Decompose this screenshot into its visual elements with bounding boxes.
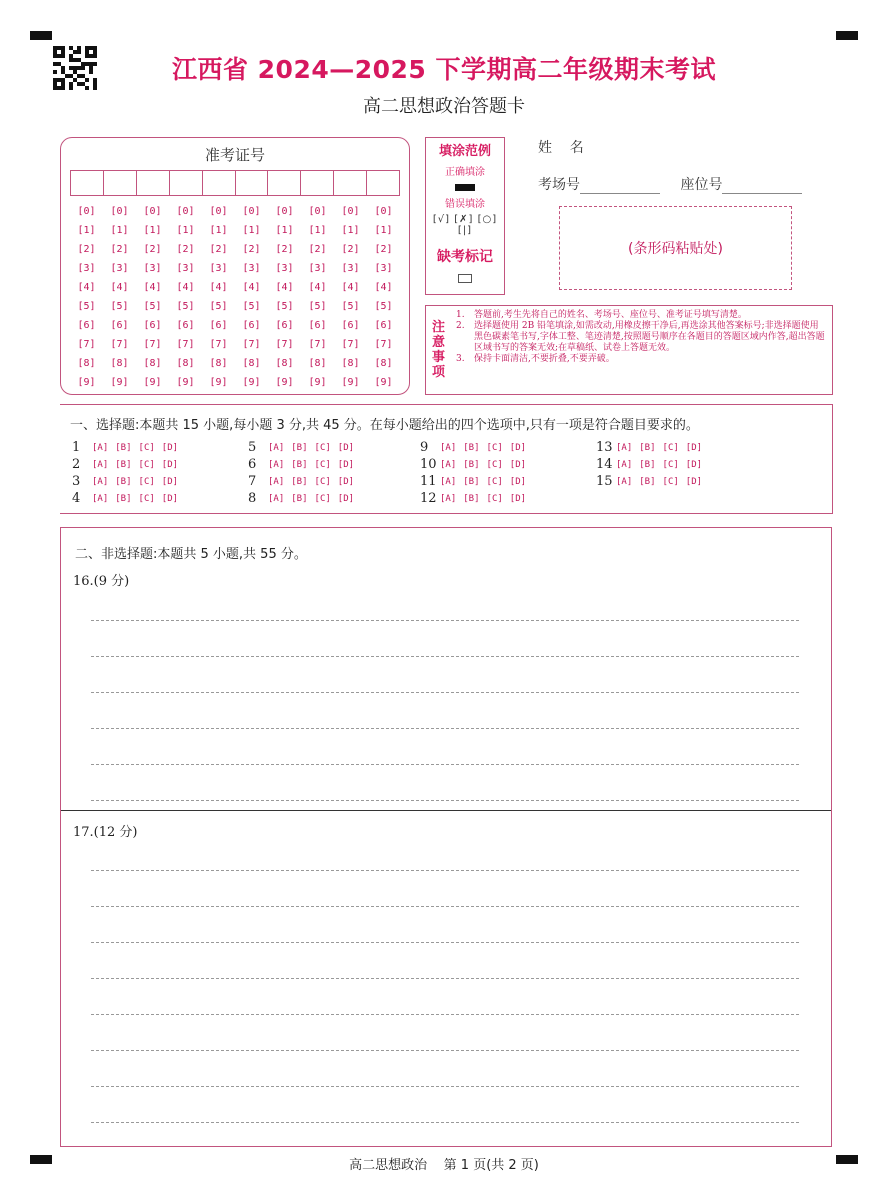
q17-answer-line[interactable] bbox=[91, 1122, 799, 1123]
option-bubble[interactable]: [A] bbox=[92, 459, 109, 470]
digit-bubble[interactable]: [4] bbox=[374, 282, 393, 293]
option-bubble[interactable]: [C] bbox=[138, 459, 155, 470]
digit-bubble[interactable]: [1] bbox=[275, 225, 294, 236]
digit-column bbox=[268, 202, 301, 392]
option-bubble[interactable]: [A] bbox=[616, 442, 633, 453]
option-bubble[interactable]: [C] bbox=[314, 459, 331, 470]
question-row bbox=[72, 439, 185, 456]
option-bubble[interactable]: [A] bbox=[616, 459, 633, 470]
question-number: 11 bbox=[420, 474, 437, 489]
option-bubble[interactable]: [B] bbox=[115, 476, 132, 487]
digit-column bbox=[136, 202, 169, 392]
q17-answer-line[interactable] bbox=[91, 906, 799, 907]
option-bubble[interactable]: [D] bbox=[337, 476, 355, 487]
digit-bubble[interactable]: [4] bbox=[209, 282, 228, 293]
digit-bubble[interactable]: [4] bbox=[275, 282, 294, 293]
digit-bubble[interactable]: [9] bbox=[110, 377, 129, 388]
q16-answer-line[interactable] bbox=[91, 692, 799, 693]
question-row bbox=[596, 473, 709, 490]
option-bubble[interactable]: [B] bbox=[291, 459, 308, 470]
q17-answer-line[interactable] bbox=[91, 1086, 799, 1087]
option-bubble[interactable]: [B] bbox=[115, 459, 132, 470]
option-bubble[interactable]: [C] bbox=[314, 493, 331, 504]
digit-bubble[interactable]: [4] bbox=[143, 282, 162, 293]
page-footer bbox=[0, 1154, 888, 1173]
question-row bbox=[420, 456, 533, 473]
footer-subject: 高二思想政治 bbox=[349, 1158, 428, 1173]
digit-bubble[interactable]: [9] bbox=[341, 377, 360, 388]
digit-bubble[interactable]: [6] bbox=[143, 320, 162, 331]
question-row bbox=[248, 439, 361, 456]
option-bubble[interactable]: [C] bbox=[314, 442, 331, 453]
option-bubble[interactable]: [D] bbox=[337, 442, 355, 453]
multiple-choice-section bbox=[60, 404, 833, 514]
digit-bubble[interactable]: [3] bbox=[242, 263, 261, 274]
digit-bubble[interactable]: [6] bbox=[209, 320, 228, 331]
question-column bbox=[72, 439, 185, 507]
digit-bubble[interactable]: [8] bbox=[242, 358, 261, 369]
barcode-label: (条形码粘贴处) bbox=[628, 241, 723, 257]
digit-bubble[interactable]: [6] bbox=[110, 320, 129, 331]
question-row bbox=[248, 490, 361, 507]
question-number: 1 bbox=[72, 440, 81, 455]
digit-bubble[interactable]: [7] bbox=[209, 339, 228, 350]
digit-bubble[interactable]: [5] bbox=[110, 301, 129, 312]
option-bubble[interactable]: [D] bbox=[337, 493, 355, 504]
question-number: 8 bbox=[248, 491, 257, 506]
option-bubble[interactable]: [B] bbox=[463, 476, 480, 487]
seat-label: 座位号 bbox=[680, 177, 723, 193]
note-item: 1. 答题前,考生先将自己的姓名、考场号、座位号、准考证号填写清楚。 bbox=[456, 310, 747, 320]
candidate-number-write-cells[interactable] bbox=[70, 170, 400, 196]
digit-bubble[interactable]: [0] bbox=[176, 206, 195, 217]
digit-bubble[interactable]: [8] bbox=[143, 358, 162, 369]
digit-bubble[interactable]: [7] bbox=[275, 339, 294, 350]
option-bubble[interactable]: [C] bbox=[662, 442, 679, 453]
option-bubble[interactable]: [D] bbox=[685, 442, 703, 453]
digit-bubble[interactable]: [4] bbox=[341, 282, 360, 293]
correct-fill-label: 正确填涂 bbox=[445, 167, 485, 178]
digit-bubble[interactable]: [8] bbox=[176, 358, 195, 369]
room-label: 考场号 bbox=[538, 177, 580, 193]
question-number: 15 bbox=[596, 474, 613, 489]
digit-bubble[interactable]: [3] bbox=[110, 263, 129, 274]
option-bubble[interactable]: [B] bbox=[463, 459, 480, 470]
digit-bubble[interactable]: [3] bbox=[176, 263, 195, 274]
option-bubble[interactable]: [D] bbox=[685, 459, 703, 470]
digit-bubble[interactable]: [2] bbox=[341, 244, 360, 255]
question-number: 5 bbox=[248, 440, 257, 455]
q17-answer-line[interactable] bbox=[91, 870, 799, 871]
q16-answer-line[interactable] bbox=[91, 764, 799, 765]
question-row bbox=[420, 490, 533, 507]
question-column bbox=[596, 439, 709, 490]
digit-bubble[interactable]: [9] bbox=[176, 377, 195, 388]
section2-heading: 二、非选择题:本题共 5 小题,共 55 分。 bbox=[75, 547, 307, 562]
option-bubble[interactable]: [B] bbox=[291, 493, 308, 504]
digit-column bbox=[235, 202, 268, 392]
digit-column bbox=[202, 202, 235, 392]
digit-column bbox=[367, 202, 400, 392]
digit-bubble[interactable]: [1] bbox=[209, 225, 228, 236]
digit-bubble[interactable]: [3] bbox=[374, 263, 393, 274]
digit-bubble[interactable]: [8] bbox=[77, 358, 96, 369]
option-bubble[interactable]: [B] bbox=[115, 493, 132, 504]
digit-bubble[interactable]: [0] bbox=[209, 206, 228, 217]
barcode-area bbox=[559, 206, 792, 290]
digit-column bbox=[301, 202, 334, 392]
seat-field[interactable] bbox=[722, 180, 802, 194]
digit-bubble[interactable]: [5] bbox=[209, 301, 228, 312]
option-bubble[interactable]: [C] bbox=[486, 476, 503, 487]
question-column bbox=[248, 439, 361, 507]
digit-bubble[interactable]: [0] bbox=[341, 206, 360, 217]
option-bubble[interactable]: [D] bbox=[509, 442, 527, 453]
question-number: 14 bbox=[596, 457, 613, 472]
digit-bubble[interactable]: [0] bbox=[275, 206, 294, 217]
question-row bbox=[596, 439, 709, 456]
digit-bubble[interactable]: [7] bbox=[77, 339, 96, 350]
option-bubble[interactable]: [C] bbox=[138, 476, 155, 487]
option-bubble[interactable]: [A] bbox=[440, 459, 457, 470]
option-bubble[interactable]: [A] bbox=[616, 476, 633, 487]
q16-answer-line[interactable] bbox=[91, 656, 799, 657]
digit-column bbox=[169, 202, 202, 392]
digit-bubble[interactable]: [3] bbox=[341, 263, 360, 274]
digit-bubble[interactable]: [8] bbox=[275, 358, 294, 369]
notes-list bbox=[456, 310, 826, 365]
digit-bubble[interactable]: [6] bbox=[341, 320, 360, 331]
question-row bbox=[72, 456, 185, 473]
question-number: 7 bbox=[248, 474, 257, 489]
digit-bubble[interactable]: [0] bbox=[308, 206, 327, 217]
digit-bubble[interactable]: [8] bbox=[374, 358, 393, 369]
option-bubble[interactable]: [B] bbox=[291, 476, 308, 487]
question-row bbox=[420, 473, 533, 490]
option-bubble[interactable]: [B] bbox=[639, 442, 656, 453]
digit-bubble[interactable]: [7] bbox=[374, 339, 393, 350]
digit-bubble[interactable]: [8] bbox=[209, 358, 228, 369]
digit-bubble[interactable]: [2] bbox=[209, 244, 228, 255]
candidate-number-bubble-grid bbox=[70, 202, 400, 392]
digit-bubble[interactable]: [0] bbox=[77, 206, 96, 217]
q16-answer-line[interactable] bbox=[91, 800, 799, 801]
digit-bubble[interactable]: [6] bbox=[308, 320, 327, 331]
answer-sheet-subtitle: 高二思想政治答题卡 bbox=[363, 96, 525, 117]
option-bubble[interactable]: [A] bbox=[92, 442, 109, 453]
option-bubble[interactable]: [A] bbox=[440, 493, 457, 504]
q16-answer-line[interactable] bbox=[91, 620, 799, 621]
option-bubble[interactable]: [C] bbox=[138, 493, 155, 504]
wrong-fill-samples: [√] [✗] [○] [|] bbox=[432, 214, 498, 236]
footer-page: 第 1 页(共 2 页) bbox=[443, 1158, 539, 1173]
question-number: 9 bbox=[420, 440, 429, 455]
digit-bubble[interactable]: [9] bbox=[77, 377, 96, 388]
digit-column bbox=[334, 202, 367, 392]
absent-mark-label: 缺考标记 bbox=[437, 249, 493, 265]
digit-bubble[interactable]: [5] bbox=[77, 301, 96, 312]
question-16-label: 16.(9 分) bbox=[73, 574, 130, 589]
q17-answer-line[interactable] bbox=[91, 978, 799, 979]
option-bubble[interactable]: [A] bbox=[268, 493, 285, 504]
question-number: 6 bbox=[248, 457, 257, 472]
digit-bubble[interactable]: [2] bbox=[374, 244, 393, 255]
digit-bubble[interactable]: [3] bbox=[143, 263, 162, 274]
digit-bubble[interactable]: [1] bbox=[77, 225, 96, 236]
question-row bbox=[248, 456, 361, 473]
option-bubble[interactable]: [D] bbox=[161, 442, 179, 453]
option-bubble[interactable]: [C] bbox=[486, 459, 503, 470]
digit-bubble[interactable]: [0] bbox=[143, 206, 162, 217]
option-bubble[interactable]: [B] bbox=[463, 442, 480, 453]
digit-bubble[interactable]: [9] bbox=[275, 377, 294, 388]
digit-bubble[interactable]: [4] bbox=[176, 282, 195, 293]
question-number: 4 bbox=[72, 491, 81, 506]
correct-fill-sample bbox=[455, 184, 475, 191]
digit-bubble[interactable]: [6] bbox=[176, 320, 195, 331]
question-number: 3 bbox=[72, 474, 81, 489]
digit-bubble[interactable]: [8] bbox=[308, 358, 327, 369]
wrong-fill-label: 错误填涂 bbox=[445, 199, 485, 210]
digit-bubble[interactable]: [4] bbox=[308, 282, 327, 293]
question-number: 10 bbox=[420, 457, 437, 472]
section1-heading: 一、选择题:本题共 15 小题,每小题 3 分,共 45 分。在每小题给出的四个选项中,只有一项是符合题目要求的。 bbox=[70, 418, 699, 433]
digit-bubble[interactable]: [1] bbox=[308, 225, 327, 236]
option-bubble[interactable]: [B] bbox=[115, 442, 132, 453]
digit-bubble[interactable]: [5] bbox=[176, 301, 195, 312]
digit-bubble[interactable]: [3] bbox=[77, 263, 96, 274]
digit-bubble[interactable]: [9] bbox=[374, 377, 393, 388]
digit-bubble[interactable]: [2] bbox=[77, 244, 96, 255]
option-bubble[interactable]: [C] bbox=[314, 476, 331, 487]
absent-mark-box[interactable] bbox=[458, 274, 472, 283]
option-bubble[interactable]: [D] bbox=[161, 476, 179, 487]
option-bubble[interactable]: [B] bbox=[639, 476, 656, 487]
room-seat-row bbox=[538, 174, 818, 194]
option-bubble[interactable]: [A] bbox=[92, 476, 109, 487]
name-label: 姓 名 bbox=[538, 140, 584, 156]
digit-bubble[interactable]: [6] bbox=[374, 320, 393, 331]
question-number: 13 bbox=[596, 440, 613, 455]
digit-bubble[interactable]: [7] bbox=[341, 339, 360, 350]
fill-example-title: 填涂范例 bbox=[438, 144, 491, 159]
name-field[interactable] bbox=[538, 137, 584, 157]
question-row bbox=[596, 456, 709, 473]
digit-bubble[interactable]: [7] bbox=[176, 339, 195, 350]
option-bubble[interactable]: [B] bbox=[291, 442, 308, 453]
q17-answer-line[interactable] bbox=[91, 1050, 799, 1051]
digit-bubble[interactable]: [9] bbox=[242, 377, 261, 388]
option-bubble[interactable]: [B] bbox=[639, 459, 656, 470]
q17-answer-line[interactable] bbox=[91, 942, 799, 943]
question-number: 2 bbox=[72, 457, 81, 472]
option-bubble[interactable]: [A] bbox=[92, 493, 109, 504]
q17-answer-line[interactable] bbox=[91, 1014, 799, 1015]
digit-bubble[interactable]: [2] bbox=[110, 244, 129, 255]
digit-column bbox=[103, 202, 136, 392]
option-bubble[interactable]: [D] bbox=[161, 459, 179, 470]
registration-mark-top-right bbox=[836, 31, 858, 40]
option-bubble[interactable]: [A] bbox=[268, 459, 285, 470]
option-bubble[interactable]: [D] bbox=[685, 476, 703, 487]
question-number: 12 bbox=[420, 491, 437, 506]
option-bubble[interactable]: [D] bbox=[161, 493, 179, 504]
digit-bubble[interactable]: [1] bbox=[176, 225, 195, 236]
digit-bubble[interactable]: [1] bbox=[341, 225, 360, 236]
option-bubble[interactable]: [D] bbox=[509, 476, 527, 487]
exam-title: 江西省 2024—2025 下学期高二年级期末考试 bbox=[171, 55, 717, 84]
option-bubble[interactable]: [A] bbox=[268, 442, 285, 453]
digit-bubble[interactable]: [4] bbox=[77, 282, 96, 293]
question-divider bbox=[61, 810, 831, 811]
notes-tag: 注意事项 bbox=[432, 320, 446, 380]
digit-bubble[interactable]: [0] bbox=[110, 206, 129, 217]
digit-bubble[interactable]: [0] bbox=[374, 206, 393, 217]
digit-bubble[interactable]: [5] bbox=[275, 301, 294, 312]
digit-bubble[interactable]: [5] bbox=[374, 301, 393, 312]
candidate-number-panel bbox=[60, 137, 410, 395]
question-row bbox=[248, 473, 361, 490]
digit-bubble[interactable]: [3] bbox=[209, 263, 228, 274]
digit-bubble[interactable]: [8] bbox=[341, 358, 360, 369]
digit-bubble[interactable]: [0] bbox=[242, 206, 261, 217]
option-bubble[interactable]: [A] bbox=[268, 476, 285, 487]
option-bubble[interactable]: [D] bbox=[509, 493, 527, 504]
room-field[interactable] bbox=[580, 180, 660, 194]
digit-bubble[interactable]: [7] bbox=[242, 339, 261, 350]
option-bubble[interactable]: [A] bbox=[440, 476, 457, 487]
digit-bubble[interactable]: [4] bbox=[110, 282, 129, 293]
digit-column bbox=[70, 202, 103, 392]
digit-bubble[interactable]: [5] bbox=[341, 301, 360, 312]
fill-example-panel bbox=[425, 137, 505, 295]
digit-bubble[interactable]: [9] bbox=[143, 377, 162, 388]
option-bubble[interactable]: [A] bbox=[440, 442, 457, 453]
digit-bubble[interactable]: [7] bbox=[110, 339, 129, 350]
candidate-number-label: 准考证号 bbox=[204, 146, 265, 164]
digit-bubble[interactable]: [3] bbox=[308, 263, 327, 274]
option-bubble[interactable]: [C] bbox=[662, 459, 679, 470]
option-bubble[interactable]: [D] bbox=[509, 459, 527, 470]
digit-bubble[interactable]: [1] bbox=[374, 225, 393, 236]
question-row bbox=[420, 439, 533, 456]
digit-bubble[interactable]: [7] bbox=[143, 339, 162, 350]
option-bubble[interactable]: [C] bbox=[486, 493, 503, 504]
option-bubble[interactable]: [C] bbox=[138, 442, 155, 453]
option-bubble[interactable]: [C] bbox=[486, 442, 503, 453]
digit-bubble[interactable]: [1] bbox=[143, 225, 162, 236]
registration-mark-top-left bbox=[30, 31, 52, 40]
option-bubble[interactable]: [C] bbox=[662, 476, 679, 487]
digit-bubble[interactable]: [2] bbox=[275, 244, 294, 255]
digit-bubble[interactable]: [8] bbox=[110, 358, 129, 369]
question-row bbox=[72, 490, 185, 507]
digit-bubble[interactable]: [6] bbox=[275, 320, 294, 331]
digit-bubble[interactable]: [3] bbox=[275, 263, 294, 274]
digit-bubble[interactable]: [6] bbox=[77, 320, 96, 331]
digit-bubble[interactable]: [1] bbox=[110, 225, 129, 236]
question-row bbox=[72, 473, 185, 490]
option-bubble[interactable]: [D] bbox=[337, 459, 355, 470]
note-item: 2. 选择题使用 2B 铅笔填涂,如需改动,用橡皮擦干净后,再选涂其他答案标号;非选择题使用黑色碳素笔书写,字体工整、笔迹清楚,按照题号顺序在各题目的答题区域内作答,超出答题区域书写的答案无效;在草稿纸、试卷上答题无效。 bbox=[456, 321, 825, 353]
digit-bubble[interactable]: [7] bbox=[308, 339, 327, 350]
digit-bubble[interactable]: [5] bbox=[143, 301, 162, 312]
digit-bubble[interactable]: [9] bbox=[308, 377, 327, 388]
digit-bubble[interactable]: [6] bbox=[242, 320, 261, 331]
digit-bubble[interactable]: [2] bbox=[242, 244, 261, 255]
digit-bubble[interactable]: [2] bbox=[308, 244, 327, 255]
digit-bubble[interactable]: [4] bbox=[242, 282, 261, 293]
q16-answer-line[interactable] bbox=[91, 728, 799, 729]
option-bubble[interactable]: [B] bbox=[463, 493, 480, 504]
digit-bubble[interactable]: [2] bbox=[143, 244, 162, 255]
notes-panel bbox=[425, 305, 833, 395]
digit-bubble[interactable]: [9] bbox=[209, 377, 228, 388]
free-response-section bbox=[60, 527, 832, 1147]
digit-bubble[interactable]: [5] bbox=[242, 301, 261, 312]
note-item: 3. 保持卡面清洁,不要折叠,不要弄破。 bbox=[456, 354, 615, 364]
digit-bubble[interactable]: [5] bbox=[308, 301, 327, 312]
digit-bubble[interactable]: [2] bbox=[176, 244, 195, 255]
question-17-label: 17.(12 分) bbox=[73, 825, 138, 840]
question-column bbox=[420, 439, 533, 507]
digit-bubble[interactable]: [1] bbox=[242, 225, 261, 236]
